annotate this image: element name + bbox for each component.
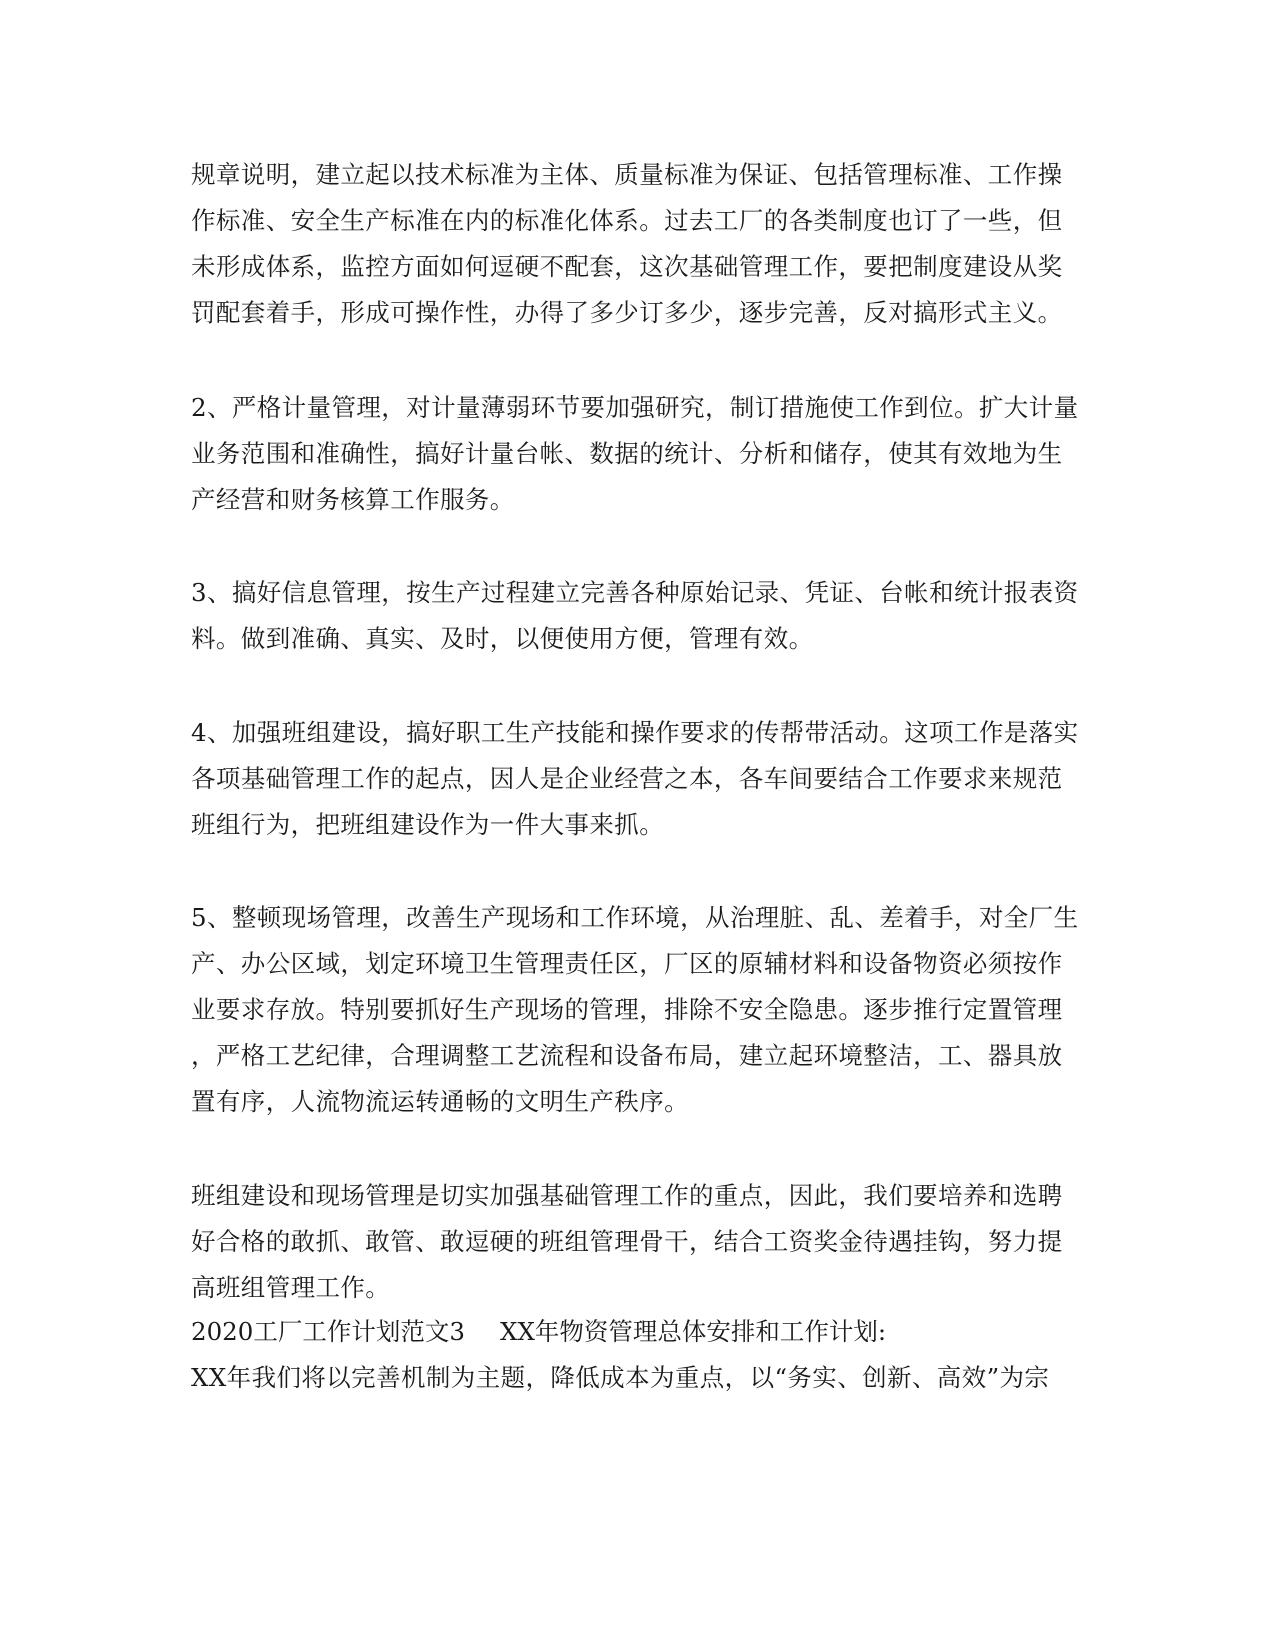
text-line: 4、加强班组建设，搞好职工生产技能和操作要求的传帮带活动。这项工作是落实 (191, 718, 1079, 747)
text-line: 规章说明，建立起以技术标准为主体、质量标准为保证、包括管理标准、工作操 (191, 160, 1063, 189)
text-line: 未形成体系，监控方面如何逗硬不配套，这次基础管理工作，要把制度建设从奖 (191, 252, 1063, 281)
text-line: 高班组管理工作。 (191, 1273, 391, 1302)
text-line: ，严格工艺纪律，合理调整工艺流程和设备布局，建立起环境整洁，工、器具放 (191, 1041, 1063, 1070)
section-subtitle: XX年物资管理总体安排和工作计划: (500, 1317, 887, 1346)
text-line: XX年我们将以完善机制为主题，降低成本为重点，以“务实、创新、高效”为宗 (191, 1363, 1050, 1392)
text-line: 2、严格计量管理，对计量薄弱环节要加强研究，制订措施使工作到位。扩大计量 (191, 393, 1079, 422)
text-line: 业要求存放。特别要抓好生产现场的管理，排除不安全隐患。逐步推行定置管理 (191, 995, 1063, 1024)
text-line: 料。做到准确、真实、及时，以便使用方便，管理有效。 (191, 624, 814, 653)
text-line: 班组行为，把班组建设作为一件大事来抓。 (191, 810, 665, 839)
section-title: 2020工厂工作计划范文3 (191, 1317, 465, 1346)
text-line: 产、办公区域，划定环境卫生管理责任区，厂区的原辅材料和设备物资必须按作 (191, 949, 1063, 978)
text-line: 置有序，人流物流运转通畅的文明生产秩序。 (191, 1087, 689, 1116)
text-line: 业务范围和准确性，搞好计量台帐、数据的统计、分析和储存，使其有效地为生 (191, 439, 1063, 468)
text-line: 罚配套着手，形成可操作性，办得了多少订多少，逐步完善，反对搞形式主义。 (191, 298, 1063, 327)
text-line: 各项基础管理工作的起点，因人是企业经营之本，各车间要结合工作要求来规范 (191, 764, 1063, 793)
text-line: 3、搞好信息管理，按生产过程建立完善各种原始记录、凭证、台帐和统计报表资 (191, 578, 1079, 607)
text-line: 班组建设和现场管理是切实加强基础管理工作的重点，因此，我们要培养和选聘 (191, 1181, 1063, 1210)
text-line: 产经营和财务核算工作服务。 (191, 485, 515, 514)
text-line: 5、整顿现场管理，改善生产现场和工作环境，从治理脏、乱、差着手，对全厂生 (191, 903, 1079, 932)
text-line: 好合格的敢抓、敢管、敢逗硬的班组管理骨干，结合工资奖金待遇挂钩，努力提 (191, 1227, 1063, 1256)
text-line: 作标准、安全生产标准在内的标准化体系。过去工厂的各类制度也订了一些，但 (191, 206, 1063, 235)
